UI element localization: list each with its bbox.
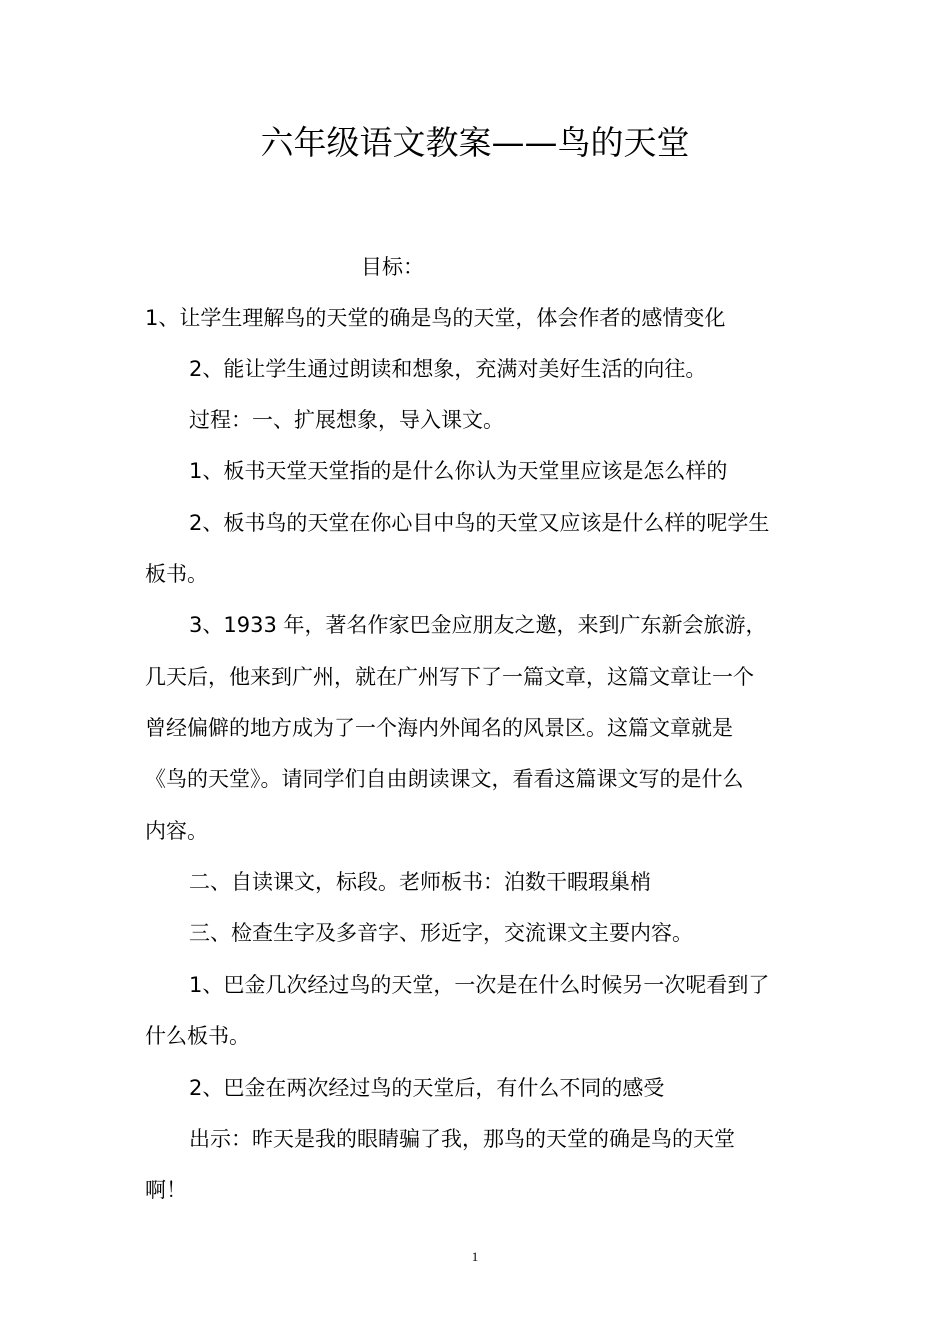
page-number: 1 [471, 1249, 479, 1264]
text-line: 1、让学生理解鸟的天堂的确是鸟的天堂，体会作者的感情变化 [145, 306, 726, 330]
text-line: 《鸟的天堂》。请同学们自由朗读课文，看看这篇课文写的是什么 [145, 767, 744, 791]
text-line: 曾经偏僻的地方成为了一个海内外闻名的风景区。这篇文章就是 [145, 716, 733, 740]
text-line: 几天后，他来到广州，就在广州写下了一篇文章，这篇文章让一个 [145, 665, 754, 689]
text-line: 什么板书。 [145, 1024, 250, 1048]
text-line: 2、板书鸟的天堂在你心目中鸟的天堂又应该是什么样的呢学生 [189, 511, 770, 535]
document-title: 六年级语文教案——鸟的天堂 [260, 123, 690, 162]
text-line: 二、自读课文，标段。老师板书：泊数干暇瑕巢梢 [189, 870, 651, 894]
text-line: 2、巴金在两次经过鸟的天堂后，有什么不同的感受 [189, 1076, 665, 1100]
text-line: 1、巴金几次经过鸟的天堂，一次是在什么时候另一次呢看到了 [189, 973, 770, 997]
text-line: 3、1933 年，著名作家巴金应朋友之邀，来到广东新会旅游， [189, 613, 767, 637]
text-line: 出示：昨天是我的眼睛骗了我，那鸟的天堂的确是鸟的天堂 [189, 1127, 735, 1151]
text-line: 啊！ [145, 1178, 187, 1202]
text-line: 内容。 [145, 819, 208, 843]
text-line: 1、板书天堂天堂指的是什么你认为天堂里应该是怎么样的 [189, 459, 728, 483]
text-line: 2、能让学生通过朗读和想象，充满对美好生活的向往。 [189, 357, 707, 381]
text-line: 板书。 [145, 562, 208, 586]
goal-heading: 目标： [361, 255, 424, 279]
text-line: 三、检查生字及多音字、形近字，交流课文主要内容。 [189, 921, 693, 945]
text-line: 过程：一、扩展想象，导入课文。 [189, 408, 504, 432]
